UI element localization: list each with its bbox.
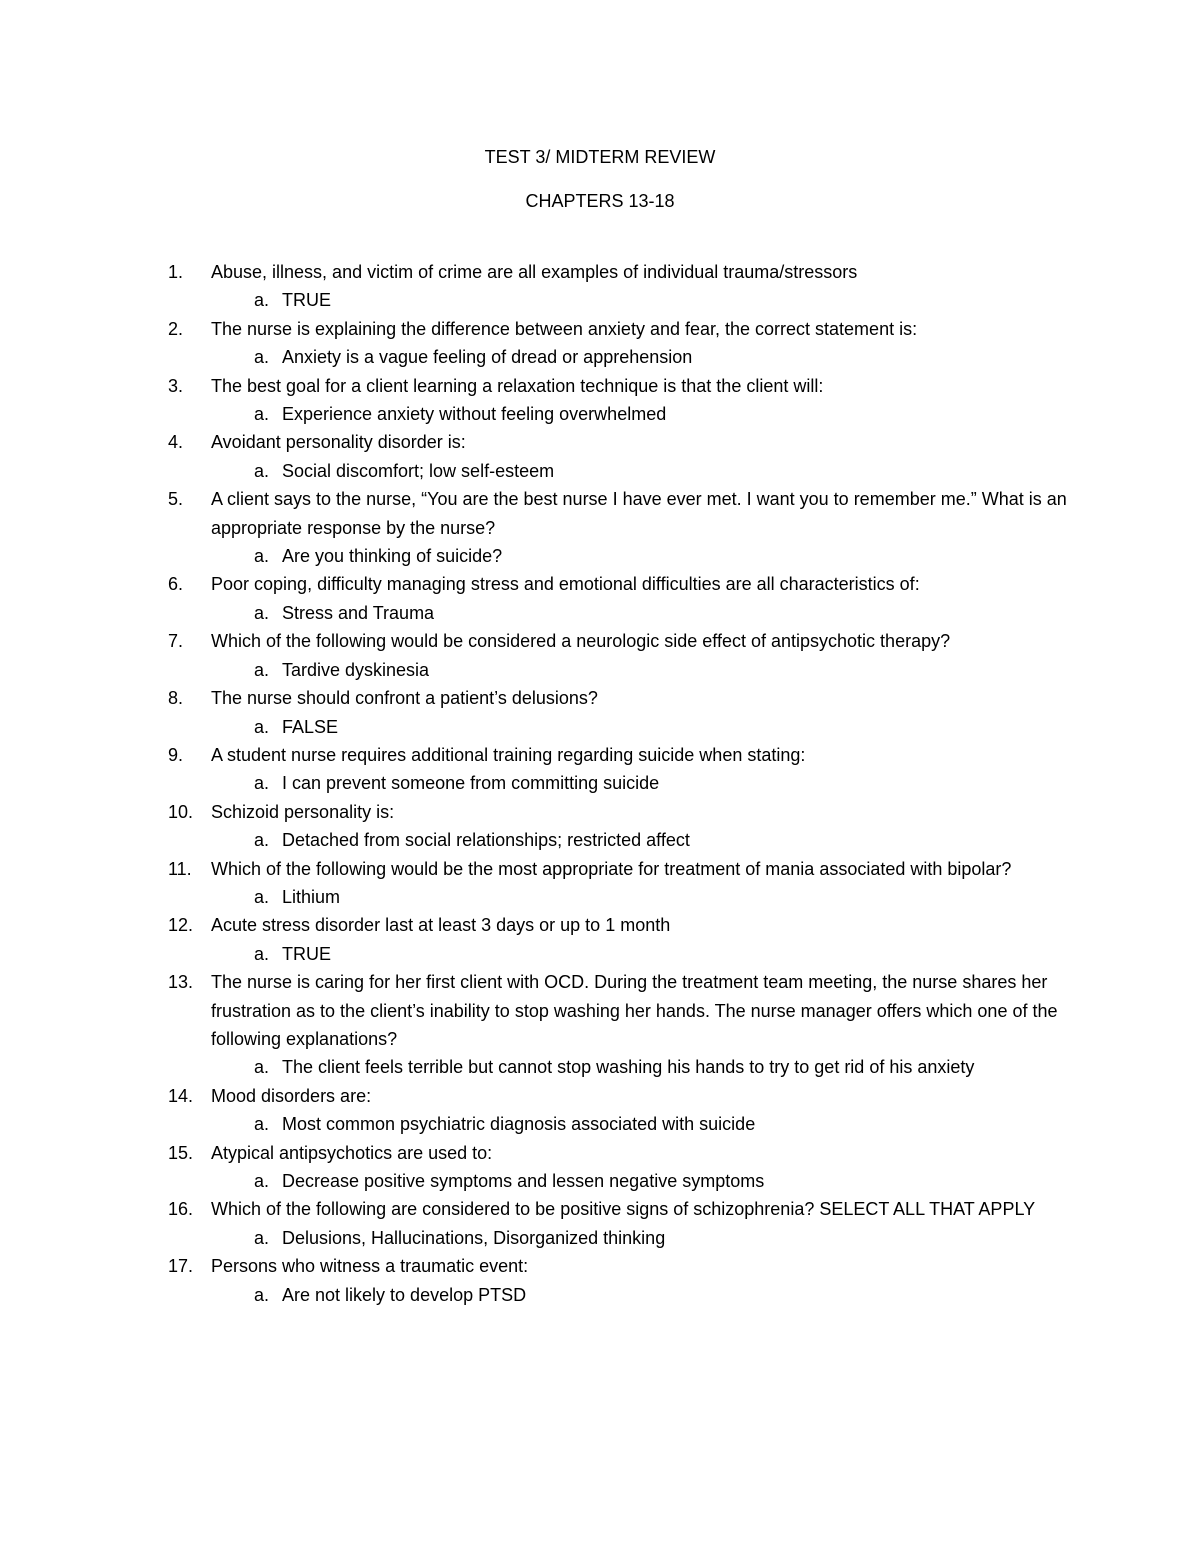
answer-text: Experience anxiety without feeling overwhelmed (282, 404, 667, 425)
question-number: 16. (168, 1199, 194, 1220)
answer-letter: a. (254, 773, 270, 794)
answer-letter: a. (254, 290, 270, 311)
answer-option (211, 656, 1068, 684)
question-item (168, 855, 1068, 912)
question-item (168, 684, 1068, 741)
answer-text: Anxiety is a vague feeling of dread or apprehension (282, 347, 693, 368)
question-text: The nurse is explaining the difference between anxiety and fear, the correct statement is: (211, 318, 918, 339)
question-text: Poor coping, difficulty managing stress and emotional difficulties are all characteristics of: (211, 574, 920, 595)
answer-text: Are not likely to develop PTSD (282, 1284, 527, 1305)
answer-option (211, 1110, 1068, 1138)
answer-option (211, 542, 1068, 570)
question-number: 15. (168, 1142, 194, 1163)
answer-option (211, 1224, 1068, 1252)
answer-letter: a. (254, 546, 270, 567)
answer-letter: a. (254, 1057, 270, 1078)
question-text: Abuse, illness, and victim of crime are all examples of individual trauma/stressors (211, 262, 858, 282)
question-number: 10. (168, 801, 194, 822)
answer-letter: a. (254, 1227, 270, 1248)
answer-text: Decrease positive symptoms and lessen negative symptoms (282, 1171, 765, 1191)
question-item (168, 258, 1068, 315)
question-number: 17. (168, 1256, 194, 1277)
question-number: 8. (168, 688, 184, 709)
answer-option (211, 883, 1068, 911)
question-number: 12. (168, 915, 194, 936)
question-text: A student nurse requires additional training regarding suicide when stating: (211, 744, 806, 765)
question-item (168, 315, 1068, 372)
answer-option (211, 599, 1068, 627)
answer-option (211, 713, 1068, 741)
question-number: 7. (168, 631, 184, 652)
question-number: 3. (168, 375, 184, 396)
question-item (168, 911, 1068, 968)
question-number: 5. (168, 489, 184, 510)
question-number: 13. (168, 972, 194, 993)
question-number: 6. (168, 574, 184, 595)
answer-option (211, 1053, 1068, 1081)
answer-letter: a. (254, 886, 270, 907)
answer-text: Lithium (282, 886, 341, 907)
answer-text: TRUE (282, 290, 331, 311)
question-number: 9. (168, 744, 184, 765)
question-number: 14. (168, 1085, 194, 1106)
answer-text: Are you thinking of suicide? (282, 546, 503, 567)
question-item (168, 428, 1068, 485)
question-item (168, 798, 1068, 855)
answer-text: Stress and Trauma (282, 602, 435, 623)
question-item (168, 741, 1068, 798)
answer-letter: a. (254, 460, 270, 481)
question-text: A client says to the nurse, “You are the best nurse I have ever met. I want you to remember me.” What is an appropriate response by the nurse? (211, 489, 1067, 538)
answer-option (211, 826, 1068, 854)
answer-option (211, 1167, 1068, 1195)
answer-letter: a. (254, 404, 270, 425)
answer-letter: a. (254, 1284, 270, 1305)
question-text: The best goal for a client learning a relaxation technique is that the client will: (211, 375, 824, 396)
question-text: Atypical antipsychotics are used to: (211, 1142, 493, 1163)
question-item (168, 1139, 1068, 1196)
question-text: Which of the following would be considered a neurologic side effect of antipsychotic therapy? (211, 631, 951, 652)
answer-letter: a. (254, 602, 270, 623)
answer-text: Detached from social relationships; restricted affect (282, 830, 690, 851)
answer-option (211, 343, 1068, 371)
answer-text: Social discomfort; low self-esteem (282, 460, 555, 481)
answer-letter: a. (254, 347, 270, 368)
question-item (168, 627, 1068, 684)
question-item (168, 968, 1068, 1082)
answer-letter: a. (254, 830, 270, 851)
answer-letter: a. (254, 659, 270, 680)
document-subtitle: CHAPTERS 13-18 (525, 191, 675, 211)
answer-option (211, 286, 1068, 314)
answer-option (211, 769, 1068, 797)
question-text: Mood disorders are: (211, 1085, 372, 1106)
answer-option (211, 940, 1068, 968)
answer-text: TRUE (282, 943, 331, 964)
answer-option (211, 457, 1068, 485)
question-text: The nurse should confront a patient’s delusions? (211, 688, 598, 709)
question-item (168, 1195, 1068, 1252)
answer-letter: a. (254, 943, 270, 964)
question-item (168, 485, 1068, 570)
answer-text: FALSE (282, 716, 339, 737)
question-item (168, 1082, 1068, 1139)
question-text: Schizoid personality is: (211, 801, 395, 822)
answer-option (211, 400, 1068, 428)
answer-text: The client feels terrible but cannot stop washing his hands to try to get rid of his anxiety (282, 1057, 975, 1078)
question-item (168, 372, 1068, 429)
answer-option (211, 1281, 1068, 1309)
document-title: TEST 3/ MIDTERM REVIEW (484, 147, 716, 167)
question-item (168, 1252, 1068, 1309)
answer-letter: a. (254, 1171, 270, 1191)
question-text: Which of the following would be the most appropriate for treatment of mania associated with bipolar? (211, 858, 1012, 879)
answer-letter: a. (254, 716, 270, 737)
answer-text: I can prevent someone from committing suicide (282, 773, 660, 794)
answer-text: Delusions, Hallucinations, Disorganized thinking (282, 1227, 666, 1248)
question-number: 4. (168, 432, 184, 453)
answer-text: Tardive dyskinesia (282, 659, 430, 680)
question-text: Which of the following are considered to be positive signs of schizophrenia? SELECT ALL THAT APPLY (211, 1199, 1036, 1220)
answer-letter: a. (254, 1114, 270, 1135)
question-number: 1. (168, 262, 184, 282)
question-text: Avoidant personality disorder is: (211, 432, 466, 453)
answer-text: Most common psychiatric diagnosis associated with suicide (282, 1114, 756, 1135)
question-text: Acute stress disorder last at least 3 days or up to 1 month (211, 915, 671, 936)
question-text: The nurse is caring for her first client with OCD. During the treatment team meeting, the nurse shares her frustration as to the client’s inability to stop washing her hands. The nurse manager offers which one of the following explanations? (211, 972, 1058, 1049)
question-text: Persons who witness a traumatic event: (211, 1256, 529, 1277)
question-number: 11. (168, 858, 192, 879)
question-list (168, 258, 1068, 1309)
question-item (168, 570, 1068, 627)
question-number: 2. (168, 318, 184, 339)
